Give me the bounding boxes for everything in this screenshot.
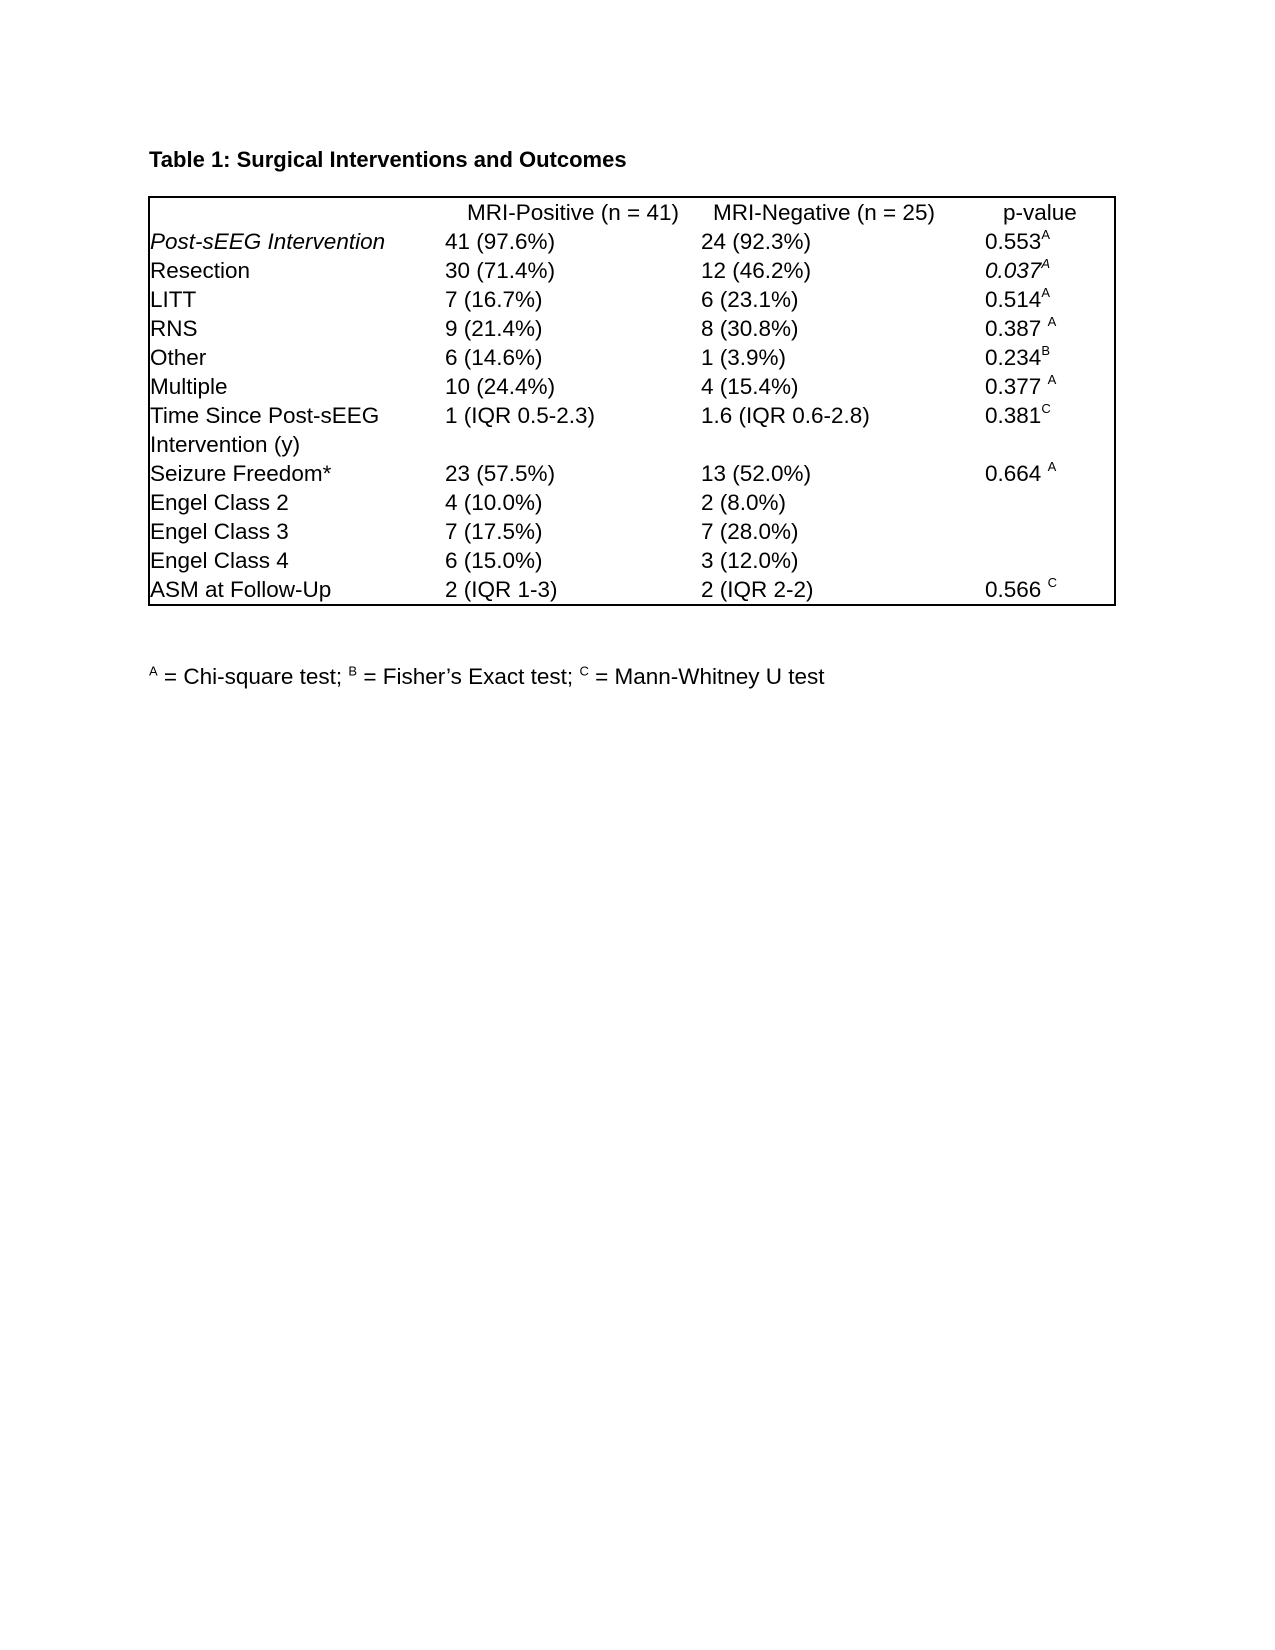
footnote-marker: A bbox=[149, 663, 158, 679]
cell-mri-negative: 1.6 (IQR 0.6-2.8) bbox=[701, 403, 870, 428]
row-label: Other bbox=[150, 345, 207, 370]
row-label: Time Since Post-sEEG Intervention (y) bbox=[150, 403, 380, 457]
p-value-test-marker: A bbox=[1041, 255, 1050, 271]
outcomes-table bbox=[148, 196, 1116, 606]
table-footnote bbox=[149, 663, 825, 691]
cell-mri-negative: 7 (28.0%) bbox=[701, 519, 799, 544]
p-value-test-marker: A bbox=[1041, 226, 1050, 242]
cell-p-value bbox=[985, 285, 1115, 314]
p-value-test-marker: A bbox=[1041, 284, 1050, 300]
p-value-test-marker: C bbox=[1047, 574, 1057, 590]
p-value-number: 0.387 bbox=[985, 316, 1048, 341]
p-value-number: 0.566 bbox=[985, 577, 1048, 602]
cell-p-value bbox=[985, 256, 1115, 285]
footnote-marker: C bbox=[579, 663, 589, 679]
p-value-test-marker: A bbox=[1047, 313, 1057, 329]
cell-mri-positive: 6 (15.0%) bbox=[445, 548, 543, 573]
cell-mri-negative: 2 (8.0%) bbox=[701, 490, 787, 515]
table-body bbox=[149, 227, 1115, 605]
table-row bbox=[149, 343, 1115, 372]
cell-mri-positive: 1 (IQR 0.5-2.3) bbox=[445, 403, 596, 428]
cell-p-value bbox=[985, 314, 1115, 343]
footnote-marker: B bbox=[348, 663, 358, 679]
p-value-test-marker: A bbox=[1047, 371, 1057, 387]
header-mri-negative: MRI-Negative (n = 25) bbox=[713, 200, 935, 225]
cell-mri-negative: 6 (23.1%) bbox=[701, 287, 799, 312]
p-value-number: 0.234 bbox=[985, 345, 1042, 370]
cell-p-value bbox=[985, 459, 1115, 488]
cell-p-value bbox=[985, 401, 1115, 459]
cell-p-value bbox=[985, 575, 1115, 605]
table-row bbox=[149, 575, 1115, 605]
row-label: Engel Class 3 bbox=[150, 519, 289, 544]
cell-mri-positive: 7 (17.5%) bbox=[445, 519, 543, 544]
footnote-text: = Fisher’s Exact test; bbox=[357, 664, 580, 689]
cell-mri-positive: 30 (71.4%) bbox=[445, 258, 556, 283]
cell-mri-negative: 4 (15.4%) bbox=[701, 374, 799, 399]
cell-mri-negative: 3 (12.0%) bbox=[701, 548, 799, 573]
table-row bbox=[149, 285, 1115, 314]
table-row bbox=[149, 314, 1115, 343]
cell-p-value bbox=[985, 517, 1115, 546]
cell-mri-negative: 1 (3.9%) bbox=[701, 345, 787, 370]
cell-mri-negative: 13 (52.0%) bbox=[701, 461, 812, 486]
cell-p-value bbox=[985, 227, 1115, 256]
row-label: Engel Class 2 bbox=[150, 490, 289, 515]
cell-mri-positive: 23 (57.5%) bbox=[445, 461, 556, 486]
cell-mri-positive: 4 (10.0%) bbox=[445, 490, 543, 515]
table-row bbox=[149, 372, 1115, 401]
p-value-number: 0.514 bbox=[985, 287, 1042, 312]
table-row bbox=[149, 517, 1115, 546]
row-label: Seizure Freedom* bbox=[150, 461, 332, 486]
footnote-text: = Mann-Whitney U test bbox=[588, 664, 825, 689]
table-caption: Table 1: Surgical Interventions and Outcomes bbox=[149, 147, 627, 172]
cell-p-value bbox=[985, 372, 1115, 401]
table-row bbox=[149, 459, 1115, 488]
cell-mri-positive: 41 (97.6%) bbox=[445, 229, 556, 254]
cell-mri-negative: 24 (92.3%) bbox=[701, 229, 812, 254]
cell-mri-positive: 9 (21.4%) bbox=[445, 316, 543, 341]
cell-mri-negative: 2 (IQR 2-2) bbox=[701, 577, 814, 602]
cell-mri-positive: 6 (14.6%) bbox=[445, 345, 543, 370]
cell-mri-negative: 12 (46.2%) bbox=[701, 258, 812, 283]
row-label: Multiple bbox=[150, 374, 228, 399]
header-mri-positive: MRI-Positive (n = 41) bbox=[467, 200, 679, 225]
cell-mri-positive: 7 (16.7%) bbox=[445, 287, 543, 312]
table-row bbox=[149, 546, 1115, 575]
p-value-test-marker: B bbox=[1041, 342, 1050, 358]
row-label: Resection bbox=[150, 258, 251, 283]
p-value-number: 0.553 bbox=[985, 229, 1042, 254]
cell-p-value bbox=[985, 546, 1115, 575]
table-row bbox=[149, 488, 1115, 517]
p-value-test-marker: A bbox=[1047, 458, 1057, 474]
p-value-number: 0.381 bbox=[985, 403, 1042, 428]
p-value-number: 0.377 bbox=[985, 374, 1048, 399]
row-label: ASM at Follow-Up bbox=[150, 577, 332, 602]
table-row bbox=[149, 256, 1115, 285]
cell-mri-positive: 10 (24.4%) bbox=[445, 374, 556, 399]
header-empty bbox=[149, 197, 445, 227]
row-label: LITT bbox=[150, 287, 197, 312]
p-value-test-marker: C bbox=[1041, 400, 1051, 416]
row-label: Engel Class 4 bbox=[150, 548, 289, 573]
table-header-row bbox=[149, 197, 1115, 227]
p-value-number: 0.037 bbox=[985, 258, 1042, 283]
cell-p-value bbox=[985, 488, 1115, 517]
cell-p-value bbox=[985, 343, 1115, 372]
table-row bbox=[149, 227, 1115, 256]
row-label: Post-sEEG Intervention bbox=[150, 229, 386, 254]
cell-mri-positive: 2 (IQR 1-3) bbox=[445, 577, 558, 602]
cell-mri-negative: 8 (30.8%) bbox=[701, 316, 799, 341]
footnote-text: = Chi-square test; bbox=[157, 664, 349, 689]
header-p-value: p-value bbox=[1003, 200, 1077, 225]
row-label: RNS bbox=[150, 316, 198, 341]
table-row bbox=[149, 401, 1115, 459]
p-value-number: 0.664 bbox=[985, 461, 1048, 486]
